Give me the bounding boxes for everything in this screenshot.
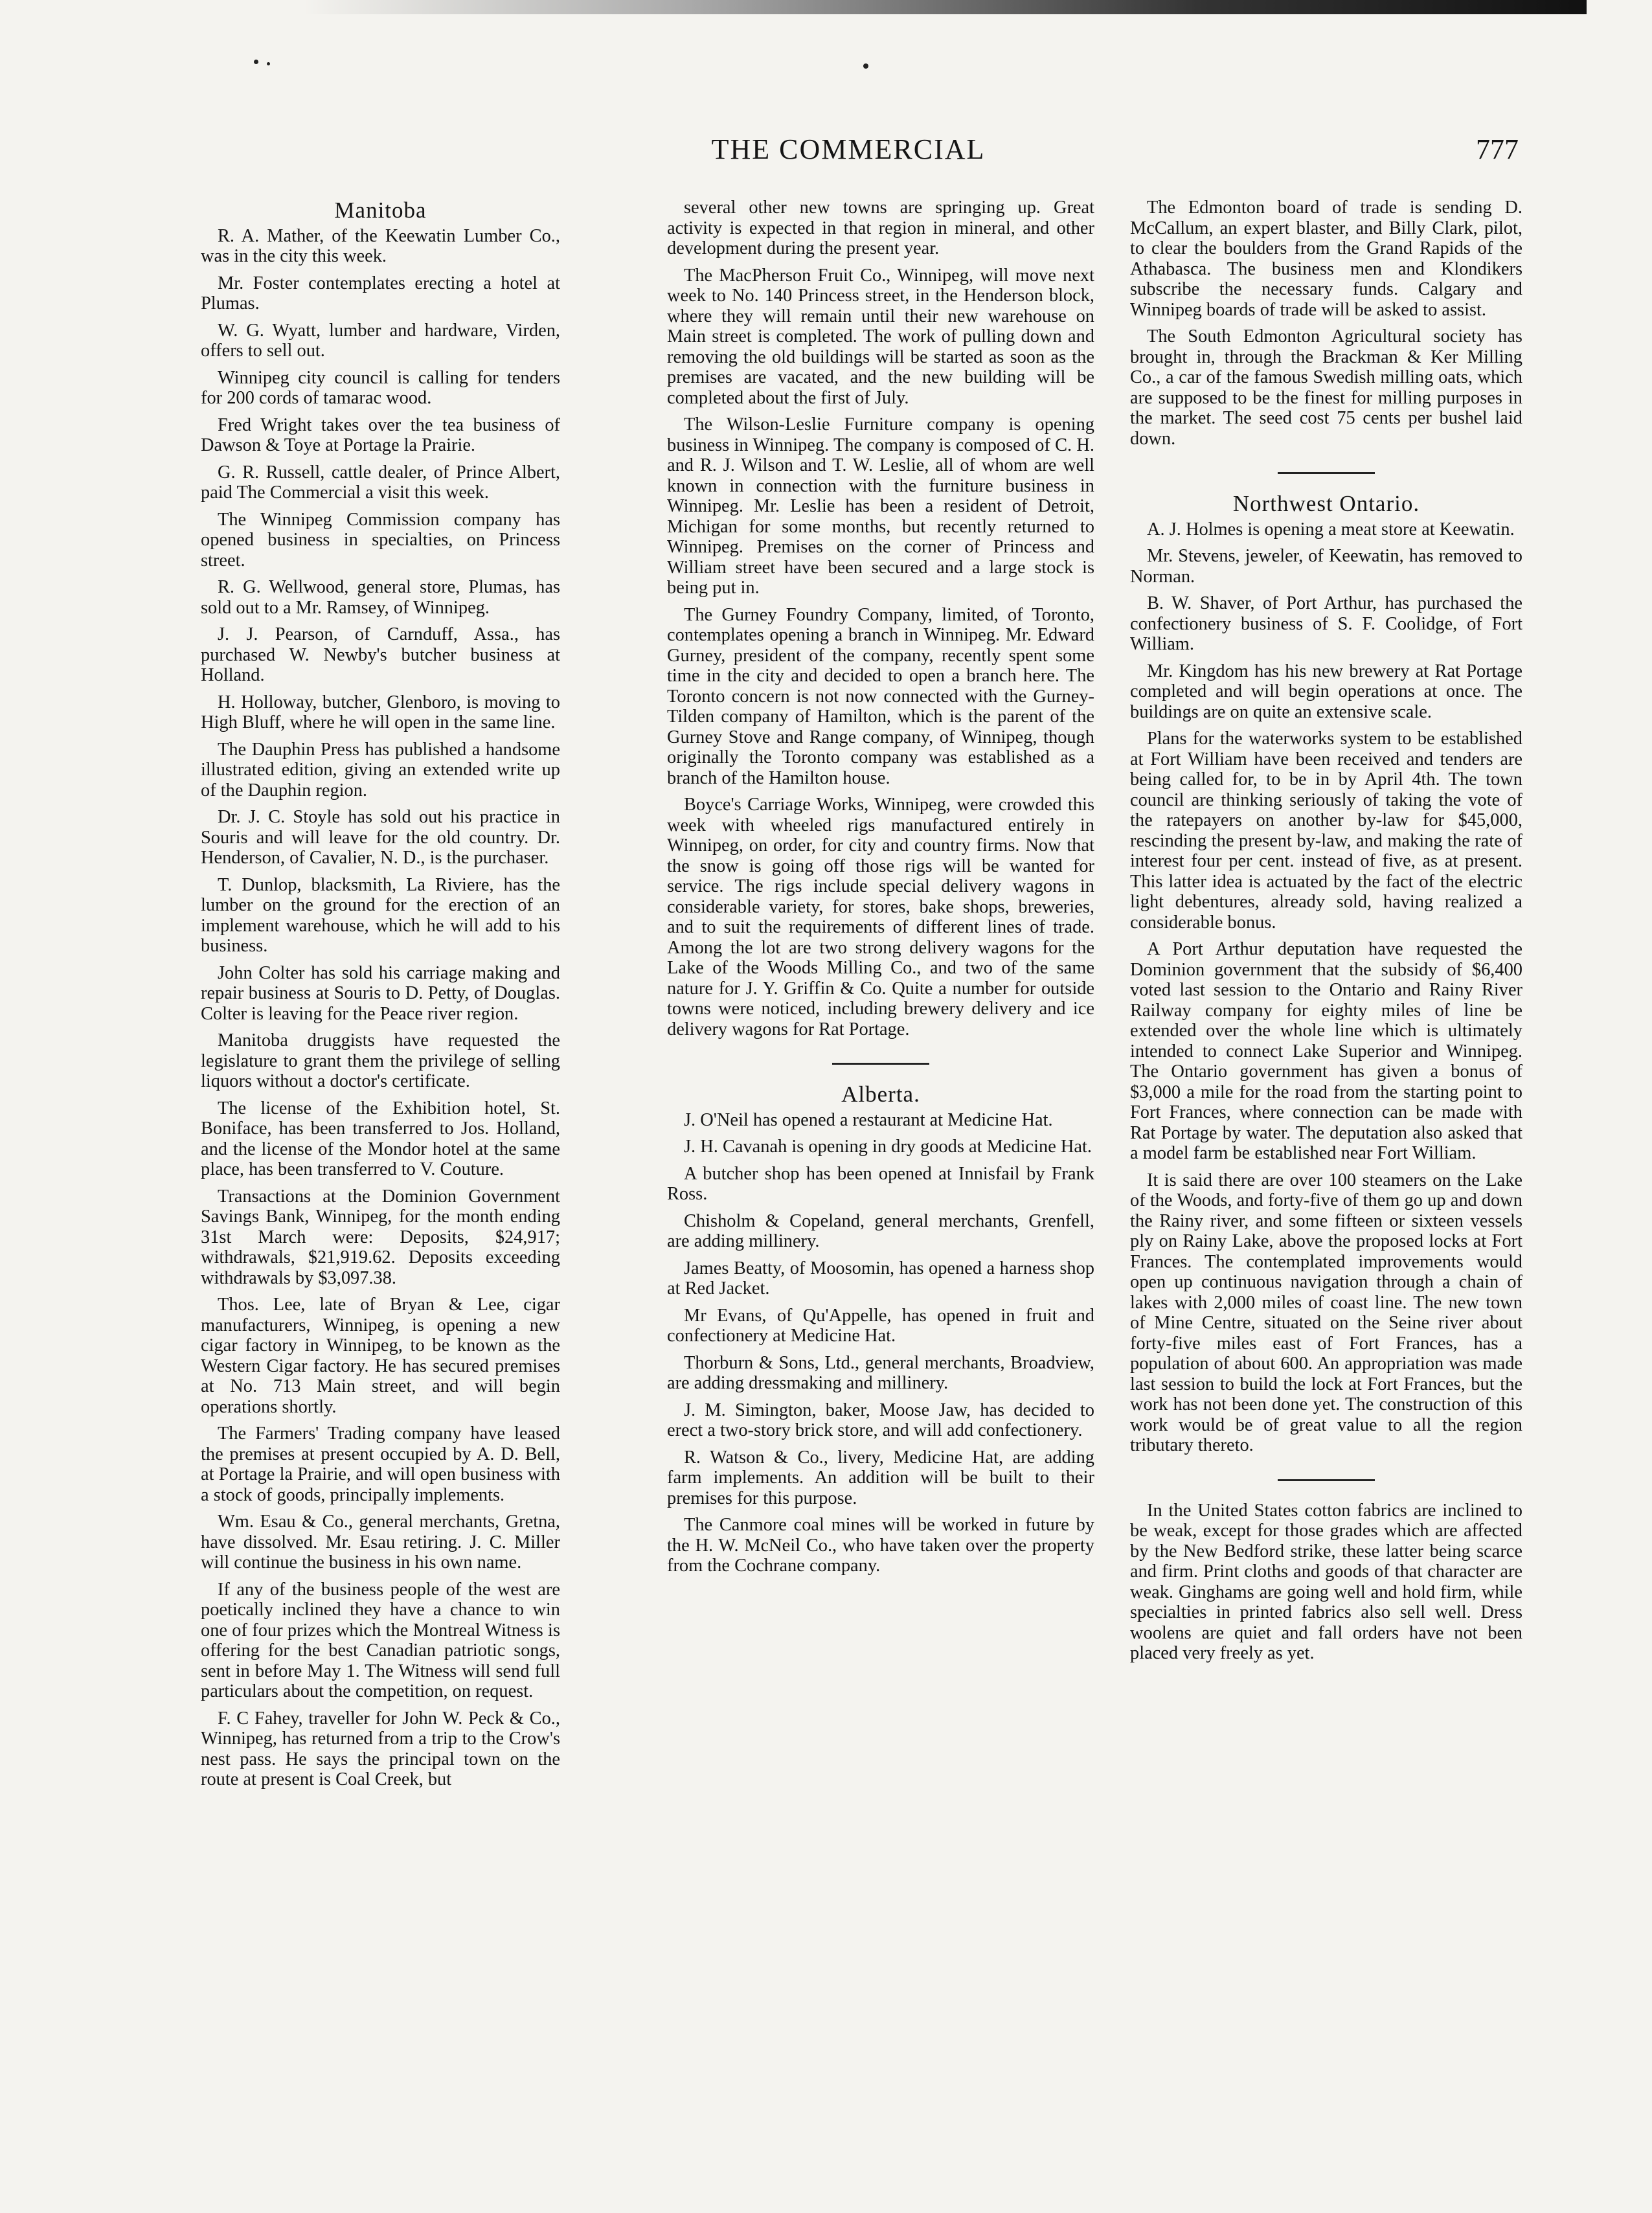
section-divider xyxy=(832,1063,929,1065)
article-paragraph: If any of the business people of the west are poetically inclined they have a chance to win one of four prizes which the Montreal Witness is offering for the best Canadian patriotic songs, sent in before May 1. The Witness will send full particulars about the competition, on request. xyxy=(201,1579,560,1701)
article-paragraph: Thos. Lee, late of Bryan & Lee, cigar manufacturers, Winnipeg, is opening a new cigar factory in Winnipeg, to be known as the Western Cigar factory. He has secured premises at No. 713 Main street, and will begin operations shortly. xyxy=(201,1295,560,1417)
column-2-alberta-articles xyxy=(667,1110,1094,1576)
article-paragraph: Chisholm & Copeland, general merchants, Grenfell, are adding millinery. xyxy=(667,1210,1094,1251)
article-paragraph: The Gurney Foundry Company, limited, of Toronto, contemplates opening a branch in Winnipeg. Mr. Edward Gurney, president of the company, recently spent some time in the city and decided to open a branch here. The Toronto concern is not now connected with the Gurney-Tilden company of Hamilton, which is the parent of the Gurney Stove and Range company, of Winnipeg, though originally the Toronto company was established as a branch of the Hamilton house. xyxy=(667,604,1094,788)
article-paragraph: Wm. Esau & Co., general merchants, Gretna, have dissolved. Mr. Esau retiring. J. C. Miller will continue the business in his own name. xyxy=(201,1512,560,1572)
article-paragraph: The Wilson-Leslie Furniture company is opening business in Winnipeg. The company is composed of C. H. and R. J. Wilson and T. W. Leslie, all of whom are well known in connection with the furniture business in Winnipeg. Mr. Leslie has been a resident of Detroit, Michigan for some months, but recently returned to Winnipeg. Premises on the corner of Princess and William street have been secured and a large stock is being put in. xyxy=(667,414,1094,598)
article-paragraph: R. G. Wellwood, general store, Plumas, has sold out to a Mr. Ramsey, of Winnipeg. xyxy=(201,577,560,618)
column-1 xyxy=(201,198,560,1797)
article-paragraph: F. C Fahey, traveller for John W. Peck & Co., Winnipeg, has returned from a trip to the Crow's nest pass. He says the principal town on the route at present is Coal Creek, but xyxy=(201,1708,560,1789)
article-paragraph: In the United States cotton fabrics are inclined to be weak, except for those grades which are affected by the New Bedford strike, these latter being scarce and firm. Print cloths and goods of that character are weak. Ginghams are going well and hold firm, while specialties in printed fabrics also sell well. Dress woolens are quiet and fall orders have not been placed very freely as yet. xyxy=(1130,1500,1522,1663)
article-paragraph: James Beatty, of Moosomin, has opened a harness shop at Red Jacket. xyxy=(667,1258,1094,1299)
section-divider xyxy=(1278,1479,1375,1481)
column-1-articles xyxy=(201,226,560,1790)
column-2-articles xyxy=(667,198,1094,1039)
column-3 xyxy=(1130,198,1522,1670)
ink-speck xyxy=(863,63,868,69)
column-3-articles xyxy=(1130,198,1522,449)
article-paragraph: J. J. Pearson, of Carnduff, Assa., has purchased W. Newby's butcher business at Holland. xyxy=(201,624,560,685)
page-header xyxy=(0,133,1652,172)
article-paragraph: Mr. Kingdom has his new brewery at Rat Portage completed and will begin operations at once. The buildings are on quite an extensive scale. xyxy=(1130,661,1522,722)
section-heading-northwest-ontario: Northwest Ontario. xyxy=(1232,491,1420,516)
article-paragraph: Manitoba druggists have requested the legislature to grant them the privilege of selling liquors without a doctor's certificate. xyxy=(201,1030,560,1091)
article-paragraph: R. Watson & Co., livery, Medicine Hat, are adding farm implements. An addition will be built to their premises for this purpose. xyxy=(667,1447,1094,1508)
article-paragraph: G. R. Russell, cattle dealer, of Prince Albert, paid The Commercial a visit this week. xyxy=(201,462,560,503)
article-paragraph: The Dauphin Press has published a handsome illustrated edition, giving an extended write up of the Dauphin region. xyxy=(201,739,560,800)
article-paragraph: Plans for the waterworks system to be established at Fort William have been received and tenders are being called for, to be in by April 4th. The town council are thinking seriously of taking the vote of the ratepayers on another by-law for $45,000, rescinding the present by-law, and making the rate of interest four per cent. instead of five, as at present. This latter idea is actuated by the fact of the electric light debentures, already sold, having realized a considerable bonus. xyxy=(1130,729,1522,933)
article-paragraph: Winnipeg city council is calling for tenders for 200 cords of tamarac wood. xyxy=(201,367,560,408)
page-top-edge-rule xyxy=(304,0,1587,14)
article-paragraph: The license of the Exhibition hotel, St. Boniface, has been transferred to Jos. Holland, and the license of the Mondor hotel at the same place, has been transferred to V. Couture. xyxy=(201,1098,560,1179)
column-3-market-articles xyxy=(1130,1501,1522,1664)
article-paragraph: The Canmore coal mines will be worked in future by the H. W. McNeil Co., who have taken over the property from the Cochrane company. xyxy=(667,1515,1094,1576)
article-paragraph: A butcher shop has been opened at Innisfail by Frank Ross. xyxy=(667,1163,1094,1204)
article-paragraph: Transactions at the Dominion Government Savings Bank, Winnipeg, for the month ending 31st March were: Deposits, $24,917; withdrawals, $21,919.62. Deposits exceeding withdrawals by $3,097.38. xyxy=(201,1186,560,1288)
section-divider xyxy=(1278,472,1375,474)
article-paragraph: The Winnipeg Commission company has opened business in specialties, on Princess street. xyxy=(201,509,560,571)
article-paragraph: A Port Arthur deputation have requested the Dominion government that the subsidy of $6,400 voted last session to the Ontario and Rainy River Railway company for eighty miles of line be extended over the whole line which is ultimately intended to connect Lake Superior and Winnipeg. The Ontario government has given a bonus of $3,000 a mile for the road from the starting point to Fort Frances, where connection can be made with Rat Portage by water. The deputation also asked that a model farm be established near Fort William. xyxy=(1130,939,1522,1163)
article-paragraph: It is said there are over 100 steamers on the Lake of the Woods, and forty-five of them go up and down the Rainy river, and some fifteen or sixteen vessels ply on Rainy Lake, above the proposed locks at Fort Frances. The contemplated improvements would open up continuous navigation through a chain of lakes with 2,000 miles of coast line. The new town of Mine Centre, situated on the Seine river about forty-five miles east of Fort Frances, has a population of about 600. An appropriation was made last session to build the lock at Fort Frances, but the work has not been done yet. The construction of this work would be of great value to all the region tributary thereto. xyxy=(1130,1170,1522,1455)
article-paragraph: The Farmers' Trading company have leased the premises at present occupied by A. D. Bell, at Portage la Prairie, and will open business with a stock of goods, principally implements. xyxy=(201,1424,560,1505)
article-paragraph: Boyce's Carriage Works, Winnipeg, were crowded this week with wheeled rigs manufactured entirely in Winnipeg, on order, for city and country firms. Now that the snow is going off those rigs will be wanted for service. The rigs include special delivery wagons in considerable variety, for stores, bake shops, breweries, and to suit the requirements of different lines of trade. Among the lot are two strong delivery wagons for the Lake of the Woods Milling Co., and two of the same nature for J. Y. Griffin & Co. Quite a number for outside towns were noticed, including brewery delivery and ice delivery wagons for Rat Portage. xyxy=(667,795,1094,1039)
article-paragraph: The MacPherson Fruit Co., Winnipeg, will move next week to No. 140 Princess street, in the Henderson block, where they will remain until their new warehouse on Main street is completed. The work of pulling down and removing the old buildings will be started as soon as the premises are vacated, and the new building will be completed about the first of July. xyxy=(667,265,1094,408)
article-paragraph: R. A. Mather, of the Keewatin Lumber Co., was in the city this week. xyxy=(201,225,560,266)
article-paragraph: W. G. Wyatt, lumber and hardware, Virden, offers to sell out. xyxy=(201,320,560,361)
article-paragraph: Fred Wright takes over the tea business of Dawson & Toye at Portage la Prairie. xyxy=(201,414,560,455)
ink-speck xyxy=(267,62,270,65)
publication-title: THE COMMERCIAL xyxy=(711,133,986,165)
column-3-ontario-articles xyxy=(1130,519,1522,1456)
article-paragraph: J. M. Simington, baker, Moose Jaw, has decided to erect a two-story brick store, and will add confectionery. xyxy=(667,1400,1094,1440)
ink-speck xyxy=(254,60,258,64)
page-number: 777 xyxy=(1476,133,1519,165)
article-paragraph: Thorburn & Sons, Ltd., general merchants, Broadview, are adding dressmaking and millinery. xyxy=(667,1352,1094,1393)
article-paragraph: The South Edmonton Agricultural society has brought in, through the Brackman & Ker Milling Co., a car of the famous Swedish milling oats, which are supposed to be the finest for milling purposes in the market. The seed cost 75 cents per bushel laid down. xyxy=(1130,326,1522,449)
article-paragraph: J. O'Neil has opened a restaurant at Medicine Hat. xyxy=(684,1109,1053,1130)
section-heading-manitoba: Manitoba xyxy=(334,198,427,223)
column-2 xyxy=(667,198,1094,1583)
article-paragraph: J. H. Cavanah is opening in dry goods at Medicine Hat. xyxy=(684,1137,1092,1157)
article-paragraph: John Colter has sold his carriage making and repair business at Souris to D. Petty, of Douglas. Colter is leaving for the Peace river region. xyxy=(201,962,560,1024)
article-paragraph: Mr. Foster contemplates erecting a hotel at Plumas. xyxy=(201,273,560,313)
article-paragraph: B. W. Shaver, of Port Arthur, has purchased the confectionery business of S. F. Coolidge, of Fort William. xyxy=(1130,593,1522,654)
article-paragraph: Mr Evans, of Qu'Appelle, has opened in fruit and confectionery at Medicine Hat. xyxy=(667,1305,1094,1346)
article-paragraph: Mr. Stevens, jeweler, of Keewatin, has removed to Norman. xyxy=(1130,546,1522,587)
article-paragraph: Dr. J. C. Stoyle has sold out his practice in Souris and will leave for the old country. Dr. Henderson, of Cavalier, N. D., is the purchaser. xyxy=(201,807,560,868)
article-paragraph: H. Holloway, butcher, Glenboro, is moving to High Bluff, where he will open in the same line. xyxy=(201,692,560,732)
article-paragraph: several other new towns are springing up. Great activity is expected in that region in mineral, and other development during the present year. xyxy=(667,198,1094,258)
article-paragraph: A. J. Holmes is opening a meat store at Keewatin. xyxy=(1147,519,1515,539)
section-heading-alberta: Alberta. xyxy=(841,1082,920,1107)
article-paragraph: The Edmonton board of trade is sending D. McCallum, an expert blaster, and Billy Clark, pilot, to clear the boulders from the Grand Rapids of the Athabasca. The business men and Klondikers subscribe the necessary funds. Calgary and Winnipeg boards of trade will be asked to assist. xyxy=(1130,198,1522,320)
article-paragraph: T. Dunlop, blacksmith, La Riviere, has the lumber on the ground for the erection of an implement warehouse, which he will add to his business. xyxy=(201,874,560,956)
